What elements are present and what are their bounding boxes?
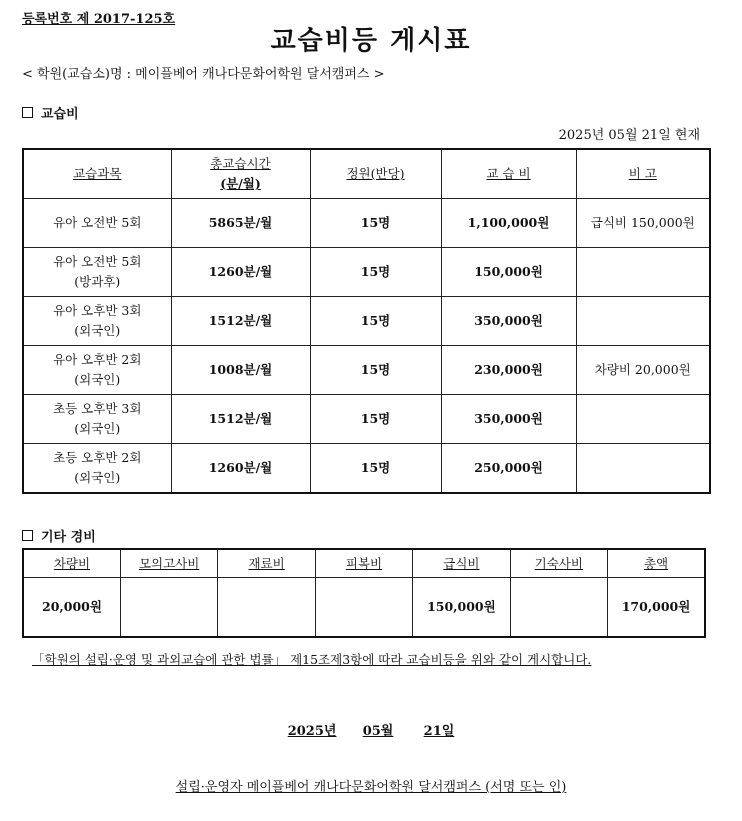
- academy-name-line: < 학원(교습소)명 : 메이플베어 캐나다문화어학원 달서캠퍼스 >: [22, 67, 385, 82]
- header-fee: 교 습 비: [441, 149, 576, 199]
- fee-cell: 1,100,000원: [441, 199, 576, 248]
- fee-cell: 350,000원: [441, 395, 576, 444]
- issue-year: 2025년: [287, 724, 337, 739]
- checkbox-square-icon: [22, 107, 33, 118]
- capacity-cell: 15명: [310, 248, 441, 297]
- hours-cell: 1260분/월: [171, 248, 310, 297]
- hours-cell: 1512분/월: [171, 395, 310, 444]
- remarks-cell: [576, 297, 710, 346]
- tuition-header-row: [23, 149, 710, 199]
- capacity-cell: 15명: [310, 297, 441, 346]
- other-header-label: 급식비: [443, 555, 480, 571]
- issue-date: [0, 720, 742, 739]
- tuition-row: [23, 248, 710, 297]
- checkbox-square-icon: [22, 530, 33, 541]
- other-header-cell: [23, 549, 120, 578]
- other-header-row: [23, 549, 705, 578]
- remarks-cell: [576, 248, 710, 297]
- other-header-label: 기숙사비: [534, 555, 583, 571]
- hours-cell: 1260분/월: [171, 444, 310, 494]
- course-note: (방과후): [74, 274, 121, 289]
- other-values-row: [23, 578, 705, 638]
- tuition-row: [23, 199, 710, 248]
- other-header-label: 차량비: [53, 555, 91, 571]
- course-cell: [23, 297, 171, 346]
- hours-cell: 1512분/월: [171, 297, 310, 346]
- registration-number: 등록번호 제 2017-125호: [22, 12, 176, 27]
- capacity-cell: 15명: [310, 346, 441, 395]
- course-cell: [23, 248, 171, 297]
- course-cell: [23, 199, 171, 248]
- header-hours: 총교습시간 (분/월): [171, 149, 310, 199]
- tuition-row: [23, 444, 710, 494]
- fee-cell: 350,000원: [441, 297, 576, 346]
- header-capacity: 정원(반당): [310, 149, 441, 199]
- other-header-label: 재료비: [248, 555, 285, 571]
- course-name: 유아 오후반 2회: [53, 352, 142, 367]
- header-course: 교습과목: [23, 149, 171, 199]
- course-name: 유아 오전반 5회: [53, 254, 142, 269]
- fee-cell: 250,000원: [441, 444, 576, 494]
- hours-cell: 1008분/월: [171, 346, 310, 395]
- issue-day: 21일: [423, 724, 455, 739]
- other-header-label: 총액: [643, 555, 669, 571]
- other-expenses-table: [22, 548, 706, 638]
- other-header-cell: [608, 549, 705, 578]
- course-note: (외국인): [74, 470, 121, 485]
- other-header-cell: [218, 549, 315, 578]
- tuition-row: [23, 297, 710, 346]
- page-title: 교습비등 게시표: [270, 26, 472, 56]
- other-header-cell: [510, 549, 607, 578]
- other-header-cell: [413, 549, 510, 578]
- other-value-cell: [510, 578, 607, 638]
- course-note: (외국인): [74, 421, 121, 436]
- fee-cell: 230,000원: [441, 346, 576, 395]
- header-remarks: 비 고: [576, 149, 710, 199]
- other-value-cell: [315, 578, 412, 638]
- tuition-table: [22, 148, 711, 494]
- course-name: 초등 오후반 3회: [53, 401, 142, 416]
- capacity-cell: 15명: [310, 395, 441, 444]
- remarks-cell: [576, 395, 710, 444]
- other-header-cell: [315, 549, 412, 578]
- course-name: 유아 오전반 5회: [53, 215, 142, 230]
- signer-line: 설립·운영자 메이플베어 캐나다문화어학원 달서캠퍼스 (서명 또는 인): [175, 780, 567, 795]
- remarks-cell: [576, 444, 710, 494]
- other-value-cell: 170,000원: [608, 578, 705, 638]
- tuition-section-label: 교습비: [41, 107, 79, 122]
- course-name: 유아 오후반 3회: [53, 303, 142, 318]
- fee-cell: 150,000원: [441, 248, 576, 297]
- course-cell: [23, 395, 171, 444]
- other-value-cell: 20,000원: [23, 578, 120, 638]
- course-cell: [23, 444, 171, 494]
- other-value-cell: [218, 578, 315, 638]
- course-name: 초등 오후반 2회: [53, 450, 142, 465]
- course-cell: [23, 346, 171, 395]
- remarks-cell: 급식비 150,000원: [576, 199, 710, 248]
- remarks-cell: 차량비 20,000원: [576, 346, 710, 395]
- other-header-label: 모의고사비: [138, 555, 200, 571]
- tuition-section-heading: [22, 103, 79, 122]
- other-value-cell: [120, 578, 217, 638]
- capacity-cell: 15명: [310, 199, 441, 248]
- tuition-row: [23, 395, 710, 444]
- capacity-cell: 15명: [310, 444, 441, 494]
- other-header-label: 피복비: [345, 555, 383, 571]
- legal-note: 「학원의 설립·운영 및 과외교습에 관한 법률」 제15조제3항에 따라 교습비등을 위와 같이 게시합니다.: [32, 652, 592, 667]
- other-header-cell: [120, 549, 217, 578]
- tuition-row: [23, 346, 710, 395]
- course-note: (외국인): [74, 372, 121, 387]
- issue-month: 05월: [362, 724, 394, 739]
- hours-cell: 5865분/월: [171, 199, 310, 248]
- course-note: (외국인): [74, 323, 121, 338]
- other-section-heading: [22, 526, 96, 545]
- as-of-date: 2025년 05월 21일 현재: [558, 128, 700, 143]
- other-section-label: 기타 경비: [41, 530, 96, 545]
- other-value-cell: 150,000원: [413, 578, 510, 638]
